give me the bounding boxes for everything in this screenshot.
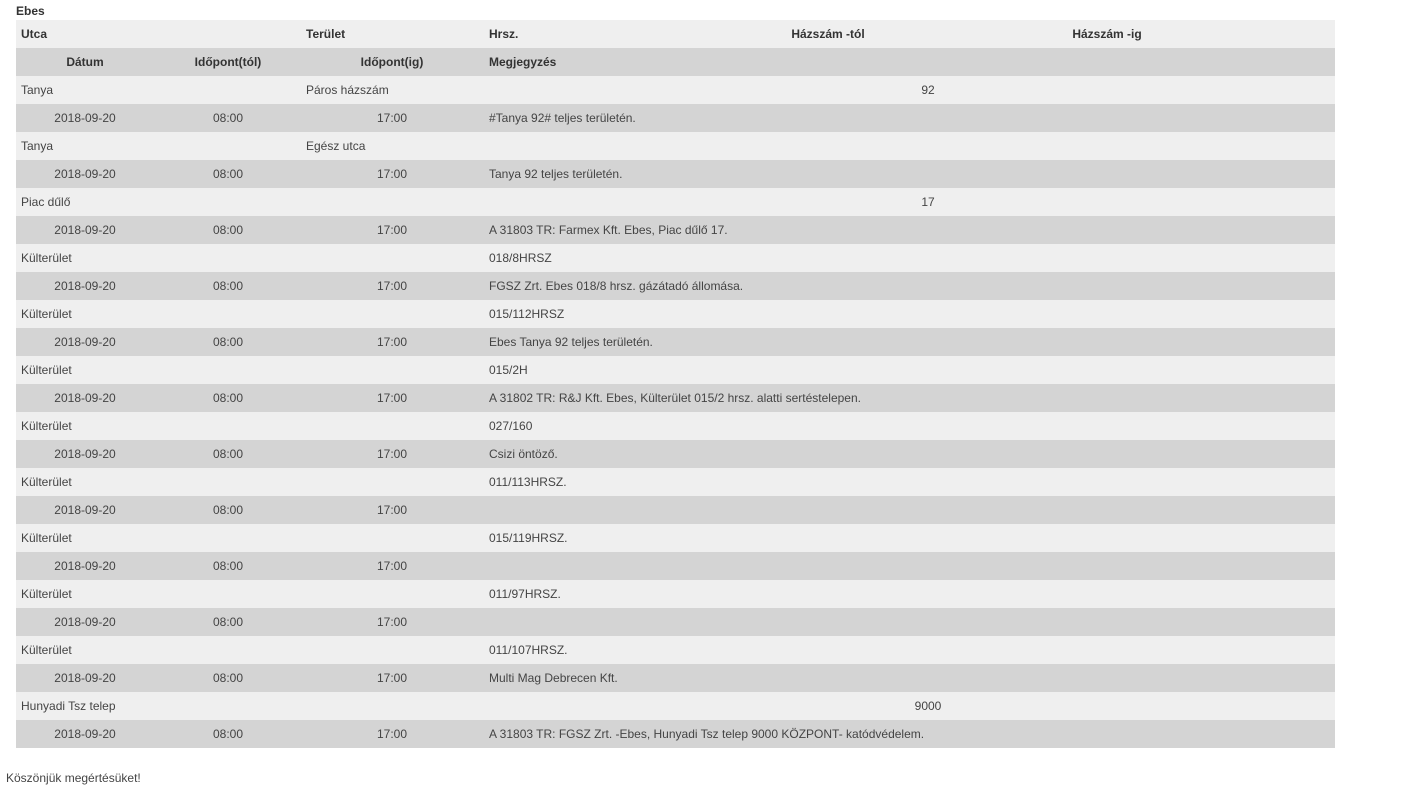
- header-terulet: Terület: [306, 27, 346, 41]
- cell-hazszam-tol: [878, 132, 978, 160]
- cell-idopont-tol: 08:00: [212, 727, 244, 741]
- cell-utca: Külterület: [21, 475, 72, 489]
- table-row-location: [16, 132, 1335, 160]
- header-utca: Utca: [21, 27, 48, 41]
- cell-datum: 2018-09-20: [54, 223, 116, 237]
- cell-idopont-ig: 17:00: [376, 167, 408, 181]
- cell-idopont-ig: 17:00: [376, 111, 408, 125]
- cell-hrsz: 018/8HRSZ: [489, 251, 552, 265]
- table-row-schedule: [16, 440, 1335, 468]
- cell-megjegyzes: Csizi öntöző.: [489, 447, 558, 461]
- outage-table: [16, 20, 1335, 748]
- header-idopont-ig: Időpont(ig): [360, 55, 424, 69]
- cell-idopont-ig: 17:00: [376, 279, 408, 293]
- cell-hazszam-tol: [878, 356, 978, 384]
- table-row-location: [16, 524, 1335, 552]
- cell-datum: 2018-09-20: [54, 503, 116, 517]
- table-row-location: [16, 580, 1335, 608]
- cell-megjegyzes: Tanya 92 teljes területén.: [489, 167, 623, 181]
- cell-idopont-tol: 08:00: [212, 335, 244, 349]
- cell-hazszam-ig: [1057, 188, 1157, 216]
- cell-hazszam-ig: [1057, 412, 1157, 440]
- header-hazszam-tol: Házszám -tól: [791, 27, 865, 41]
- header-idopont-tol: Időpont(tól): [194, 55, 262, 69]
- cell-datum: 2018-09-20: [54, 391, 116, 405]
- cell-hazszam-tol: [878, 636, 978, 664]
- cell-hazszam-tol: 92: [921, 83, 935, 97]
- table-row-location: [16, 188, 1335, 216]
- cell-idopont-tol: 08:00: [212, 671, 244, 685]
- table-row-schedule: [16, 720, 1335, 748]
- cell-hrsz: 015/2H: [489, 363, 528, 377]
- cell-utca: Külterület: [21, 307, 72, 321]
- thank-you-note: Köszönjük megértésüket!: [6, 771, 141, 785]
- cell-utca: Külterület: [21, 251, 72, 265]
- cell-terulet: Egész utca: [306, 139, 366, 153]
- cell-megjegyzes: A 31803 TR: FGSZ Zrt. -Ebes, Hunyadi Tsz telep 9000 KÖZPONT- katódvédelem.: [489, 727, 925, 741]
- cell-hrsz: 015/112HRSZ: [489, 307, 565, 321]
- cell-utca: Tanya: [21, 139, 54, 153]
- cell-idopont-ig: 17:00: [376, 447, 408, 461]
- cell-hazszam-tol: [878, 412, 978, 440]
- cell-hrsz: 011/107HRSZ.: [489, 643, 568, 657]
- cell-terulet: Páros házszám: [306, 83, 389, 97]
- cell-utca: Piac dűlő: [21, 195, 71, 209]
- cell-utca: Hunyadi Tsz telep: [21, 699, 116, 713]
- cell-hazszam-tol: [878, 300, 978, 328]
- cell-datum: 2018-09-20: [54, 111, 116, 125]
- cell-megjegyzes: A 31803 TR: Farmex Kft. Ebes, Piac dűlő 17.: [489, 223, 728, 237]
- cell-idopont-tol: 08:00: [212, 391, 244, 405]
- cell-idopont-tol: 08:00: [212, 279, 244, 293]
- cell-datum: 2018-09-20: [54, 279, 116, 293]
- table-row-location: [16, 468, 1335, 496]
- city-title: Ebes: [16, 4, 45, 18]
- cell-hazszam-tol: 9000: [914, 699, 942, 713]
- table-row-schedule: [16, 216, 1335, 244]
- table-row-schedule: [16, 552, 1335, 580]
- header-datum: Dátum: [66, 55, 104, 69]
- table-header-primary: [16, 20, 1335, 48]
- cell-utca: Külterület: [21, 419, 72, 433]
- cell-hazszam-ig: [1057, 356, 1157, 384]
- cell-idopont-ig: 17:00: [376, 503, 408, 517]
- cell-idopont-ig: 17:00: [376, 615, 408, 629]
- header-hazszam-ig: Házszám -ig: [1072, 27, 1142, 41]
- table-row-schedule: [16, 384, 1335, 412]
- cell-datum: 2018-09-20: [54, 559, 116, 573]
- table-row-location: [16, 76, 1335, 104]
- cell-datum: 2018-09-20: [54, 671, 116, 685]
- cell-idopont-tol: 08:00: [212, 111, 244, 125]
- cell-idopont-ig: 17:00: [376, 391, 408, 405]
- cell-hrsz: 027/160: [489, 419, 533, 433]
- cell-hazszam-ig: [1057, 244, 1157, 272]
- cell-idopont-ig: 17:00: [376, 335, 408, 349]
- cell-hazszam-ig: [1057, 636, 1157, 664]
- table-row-location: [16, 244, 1335, 272]
- cell-datum: 2018-09-20: [54, 727, 116, 741]
- cell-idopont-tol: 08:00: [212, 559, 244, 573]
- table-header-secondary: [16, 48, 1335, 76]
- table-row-location: [16, 300, 1335, 328]
- cell-hazszam-ig: [1057, 692, 1157, 720]
- cell-idopont-tol: 08:00: [212, 503, 244, 517]
- cell-datum: 2018-09-20: [54, 335, 116, 349]
- cell-hazszam-ig: [1057, 580, 1157, 608]
- cell-hazszam-ig: [1057, 132, 1157, 160]
- cell-hazszam-ig: [1057, 524, 1157, 552]
- cell-megjegyzes: Ebes Tanya 92 teljes területén.: [489, 335, 653, 349]
- table-row-schedule: [16, 496, 1335, 524]
- cell-idopont-ig: 17:00: [376, 223, 408, 237]
- cell-megjegyzes: A 31802 TR: R&J Kft. Ebes, Külterület 015/2 hrsz. alatti sertéstelepen.: [489, 391, 861, 405]
- cell-hazszam-tol: [878, 524, 978, 552]
- cell-hazszam-tol: [878, 244, 978, 272]
- cell-megjegyzes: Multi Mag Debrecen Kft.: [489, 671, 618, 685]
- cell-megjegyzes: #Tanya 92# teljes területén.: [489, 111, 636, 125]
- cell-hrsz: 015/119HRSZ.: [489, 531, 568, 545]
- table-row-schedule: [16, 272, 1335, 300]
- table-row-schedule: [16, 608, 1335, 636]
- cell-idopont-ig: 17:00: [376, 727, 408, 741]
- table-row-location: [16, 356, 1335, 384]
- cell-idopont-tol: 08:00: [212, 447, 244, 461]
- cell-utca: Külterület: [21, 531, 72, 545]
- cell-hazszam-tol: [878, 580, 978, 608]
- cell-hrsz: 011/113HRSZ.: [489, 475, 567, 489]
- table-row-location: [16, 636, 1335, 664]
- cell-datum: 2018-09-20: [54, 447, 116, 461]
- table-row-schedule: [16, 104, 1335, 132]
- cell-megjegyzes: FGSZ Zrt. Ebes 018/8 hrsz. gázátadó állomása.: [489, 279, 744, 293]
- cell-utca: Tanya: [21, 83, 54, 97]
- cell-idopont-tol: 08:00: [212, 615, 244, 629]
- table-row-schedule: [16, 328, 1335, 356]
- cell-idopont-tol: 08:00: [212, 223, 244, 237]
- cell-idopont-ig: 17:00: [376, 671, 408, 685]
- table-row-schedule: [16, 160, 1335, 188]
- cell-idopont-tol: 08:00: [212, 167, 244, 181]
- table-row-schedule: [16, 664, 1335, 692]
- cell-hrsz: 011/97HRSZ.: [489, 587, 561, 601]
- cell-utca: Külterület: [21, 643, 72, 657]
- cell-hazszam-tol: 17: [921, 195, 935, 209]
- table-row-location: [16, 412, 1335, 440]
- header-megjegyzes: Megjegyzés: [489, 55, 557, 69]
- cell-utca: Külterület: [21, 363, 72, 377]
- cell-idopont-ig: 17:00: [376, 559, 408, 573]
- cell-datum: 2018-09-20: [54, 167, 116, 181]
- cell-hazszam-ig: [1057, 76, 1157, 104]
- cell-hazszam-ig: [1057, 468, 1157, 496]
- table-row-location: [16, 692, 1335, 720]
- cell-hazszam-tol: [878, 468, 978, 496]
- cell-datum: 2018-09-20: [54, 615, 116, 629]
- header-hrsz: Hrsz.: [489, 27, 519, 41]
- cell-hazszam-ig: [1057, 300, 1157, 328]
- cell-utca: Külterület: [21, 587, 72, 601]
